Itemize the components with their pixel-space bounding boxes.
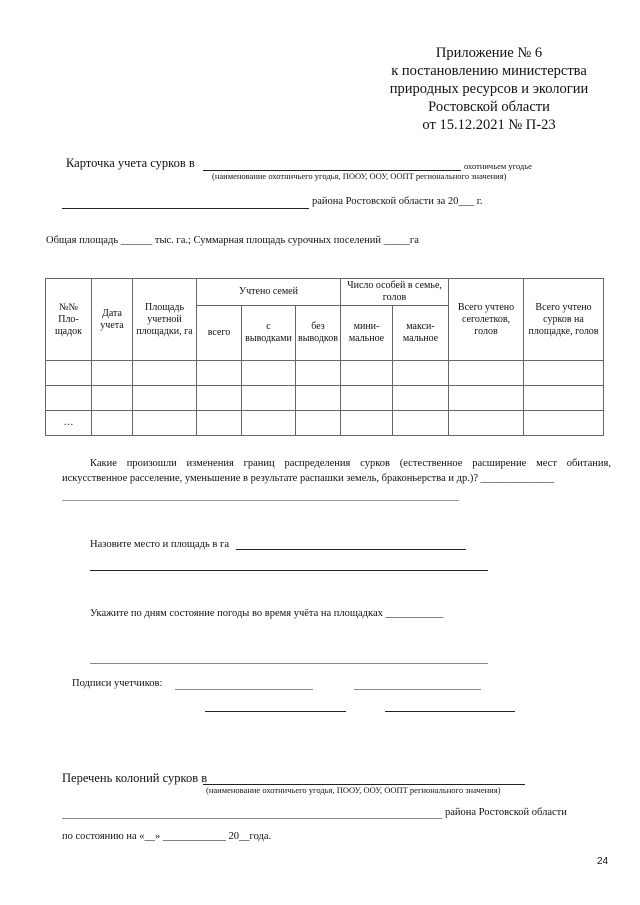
col-header-date: Дата учета [92,279,133,361]
table-row [46,386,604,411]
answer-line [90,570,488,571]
col-header-plot-number: №№ Пло-щадок [46,279,92,361]
col-header-families-without-litters: без выводков [296,306,341,361]
appendix-title: Приложение № 6 [435,45,543,61]
card-caption: (наименование охотничьего угодья, ПООУ, ООУ, ООПТ регионального значения) [212,171,507,181]
district-line [62,208,309,209]
page-number: 24 [597,856,609,867]
appendix-line-3: природных ресурсов и экологии [389,81,589,97]
area-text: Общая площадь ______ тыс. га.; Суммарная площадь сурочных поселений _____га [46,235,419,246]
question-location: Назовите место и площадь в га [90,539,229,550]
col-header-per-family: Число особей в семье, голов [341,279,449,306]
appendix-line-4: Ростовской области [428,99,550,115]
table-cell: … [46,411,92,436]
colonies-district-line [62,818,442,819]
col-header-yearlings: Всего учтено сеголетков, голов [449,279,524,361]
col-header-max: макси-мальное [393,306,449,361]
colonies-title: Перечень колоний сурков в [62,771,208,785]
colonies-caption: (наименование охотничьего угодья, ПООУ, ООУ, ООПТ регионального значения) [206,785,501,795]
signature-line [205,711,346,712]
signatures-label: Подписи учетчиков: [72,678,163,689]
colonies-district-text: района Ростовской области [445,807,567,818]
answer-line [90,663,488,664]
col-header-families-with-litters: с выводками [242,306,296,361]
table-cell [46,361,92,386]
question-boundary-changes-text: Какие произошли изменения границ распределения сурков (естественное расширение мест обитания, искусственное расселение, уменьшение в результате распашки земель, браконьерства и др.)? ______________ [62,458,611,484]
answer-line [62,500,459,501]
col-header-total: Всего учтено сурков на площадке, голов [524,279,604,361]
col-header-families-total: всего [197,306,242,361]
colonies-date-text: по состоянию на «__» ____________ 20__года. [62,831,272,842]
card-title-suffix: охотничьем угодье [464,161,532,171]
appendix-line-5: от 15.12.2021 № П-23 [422,117,556,133]
col-header-area: Площадь учетной площадки, га [133,279,197,361]
signature-line [354,689,481,690]
signature-line [175,689,313,690]
card-title: Карточка учета сурков в [66,156,195,170]
question-boundary-changes [62,456,611,486]
district-text: района Ростовской области за 20___ г. [312,196,483,207]
table-row [46,361,604,386]
accounting-table [45,278,604,436]
col-header-min: мини-мальное [341,306,393,361]
appendix-header [360,44,618,134]
appendix-line-2: к постановлению министерства [391,63,587,79]
question-weather: Укажите по дням состояние погоды во время учёта на площадках ___________ [90,608,444,619]
table-cell [46,386,92,411]
table-row [46,411,604,436]
col-header-families: Учтено семей [197,279,341,306]
signature-line [385,711,515,712]
answer-line [236,549,466,550]
